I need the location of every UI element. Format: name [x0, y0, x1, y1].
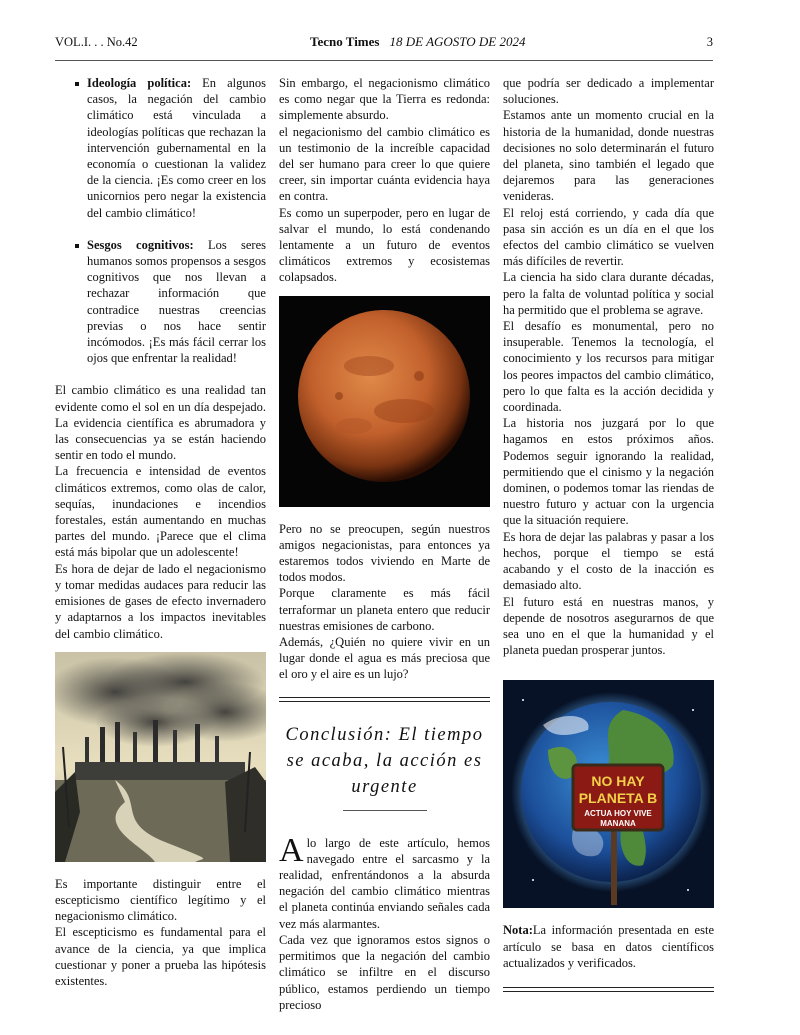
paragraph: La historia nos juzgará por lo que hagamos en estos próximos años. Podemos seguir ignorando la realidad, permitiendo que el cinismo y la negación dominen, o podemos tomar las riendas de nuestro futuro y actuar con la urgencia que la situación requiere. — [503, 416, 714, 528]
paragraph: Es hora de dejar las palabras y pasar a los hechos, porque el tiempo se está acabando y el costo de la inacción es demasiado alto. — [503, 529, 714, 593]
column-3 — [503, 75, 714, 992]
masthead — [310, 34, 526, 50]
factory-illustration — [55, 652, 266, 862]
paragraph: Pero no se preocupen, según nuestros amigos negacionistas, para entonces ya estaremos todos viviendo en Marte de todos modos. — [279, 521, 490, 585]
sign-line-3: ACTUA HOY VIVE — [584, 809, 652, 819]
footnote — [503, 922, 714, 971]
paragraph: el negacionismo del cambio climático es un testimonio de la increíble capacidad del ser humano para creer lo que quiere creer, sin importar cuánta evidencia haya en contra. — [279, 124, 490, 204]
paragraph: El reloj está corriendo, y cada día que pasa sin acción es un día en el que los efectos del cambio climático se vuelven más difíciles de revertir. — [503, 205, 714, 269]
closing-rule — [503, 987, 714, 992]
paragraph: La frecuencia e intensidad de eventos climáticos extremos, como olas de calor, sequías, inundaciones e incendios forestales, están aumentando en muchas partes del mundo. ¡Parece que el clima está más bipolar que un adolescente! — [55, 464, 266, 560]
page-header — [55, 33, 713, 53]
earth-planet-b-image — [503, 680, 714, 908]
paragraph-dropcap — [279, 831, 490, 932]
page-number: 3 — [706, 35, 713, 49]
drop-cap: A — [279, 831, 304, 869]
earth-sign-illustration — [503, 680, 714, 908]
header-rule — [55, 60, 713, 61]
paragraph: Porque claramente es más fácil terraformar un planeta entero que reducir nuestras emisiones de carbono. — [279, 586, 490, 633]
paragraph: Es hora de dejar de lado el negacionismo y tomar medidas audaces para reducir las emisiones de gases de efecto invernadero y adaptarnos a los impactos inevitables del cambio climático. — [55, 561, 266, 641]
paragraph: El escepticismo es fundamental para el avance de la ciencia, ya que implica cuestionar y poner a prueba las hipótesis existentes. — [55, 925, 266, 988]
bullet-term: Sesgos cognitivos: — [87, 237, 194, 252]
list-item — [87, 75, 266, 221]
paragraph: La ciencia ha sido clara durante décadas, pero la falta de voluntad política y social ha permitido que el problema se agrave. — [503, 270, 714, 317]
paragraph: Es importante distinguir entre el escepticismo científico legítimo y el negacionismo climático. — [55, 876, 266, 924]
sign-line-1: NO HAY — [591, 773, 645, 790]
causes-list — [55, 75, 266, 366]
factory-smokestacks-image — [55, 652, 266, 862]
paragraph: Sin embargo, el negacionismo climático es como negar que la Tierra es redonda: simplemente absurdo. — [279, 76, 490, 123]
column-2 — [279, 75, 490, 1013]
paragraph: El futuro está en nuestras manos, y depende de nosotros asegurarnos de que sea uno en el que la humanidad y el planeta puedan prosperar juntos. — [503, 594, 714, 658]
paragraph: Es como un superpoder, pero en lugar de salvar el mundo, lo está condenando lentamente a un futuro de eventos climáticos extremos y ecosistemas colapsados. — [279, 205, 490, 285]
paragraph-text: lo largo de este artículo, hemos navegado entre el sarcasmo y la realidad, enfrentándonos a la absurda negación del cambio climático mientras el planeta continúa enviando señales cada vez más alarmantes. — [279, 835, 490, 931]
conclusion-heading: Conclusión: El tiempo se acaba, la acción es urgente — [285, 724, 484, 797]
paragraph: que podría ser dedicado a implementar soluciones. — [503, 76, 714, 107]
publication-name: Tecno Times — [310, 34, 380, 49]
paragraph: Además, ¿Quién no quiere vivir en un lugar donde el agua es más preciosa que el oro y el aire es un lujo? — [279, 635, 490, 682]
paragraph: El desafío es monumental, pero no insuperable. Tenemos la tecnología, el conocimiento y los recursos para mitigar los peores impactos del cambio climático, pero lo que falta es la acción decidida y coordinada. — [503, 319, 714, 415]
sign-line-4: MANANA — [600, 819, 636, 829]
bullet-text: En algunos casos, la negación del cambio climático está vinculada a ideologías políticas que rechazan la intervención gubernamental en la economía o cuestionan la validez de la ciencia. ¡Es como creer en los unicornios pero negar la existencia del cambio climático! — [87, 76, 266, 220]
note-label: Nota: — [503, 923, 533, 938]
volume-number: VOL.I. . . No.42 — [55, 35, 138, 49]
heading-separator — [343, 810, 427, 811]
list-item — [87, 237, 266, 367]
paragraph: El cambio climático es una realidad tan evidente como el sol en un día despejado. La evidencia científica es abrumadora y las consecuencias ya se están haciendo sentir en todo el mundo. — [55, 383, 266, 463]
bullet-text: Los seres humanos somos propensos a sesgos cognitivos que nos llevan a rechazar información que contradice nuestras creencias previas o nos hace sentir incómodos. ¡Es más fácil cerrar los ojos que enfrentar la realidad! — [87, 237, 266, 366]
paragraph: Cada vez que ignoramos estos signos o permitimos que la negación del cambio climático se infiltre en el discurso público, estamos perdiendo un tiempo precioso — [279, 932, 490, 1012]
section-rule — [279, 697, 490, 702]
paragraph: Estamos ante un momento crucial en la historia de la humanidad, donde nuestras decisiones no solo determinarán el futuro del planeta, sino también el legado que dejaremos para las generaciones venideras. — [503, 108, 714, 204]
mars-illustration — [279, 296, 490, 507]
sign-line-2: PLANETA B — [578, 790, 658, 807]
column-1 — [55, 75, 266, 989]
note-text: La información presentada en este artículo se basa en datos científicos actualizados y verificados. — [503, 923, 714, 970]
issue-date: 18 DE AGOSTO DE 2024 — [389, 34, 526, 49]
mars-planet-image — [279, 296, 490, 507]
bullet-term: Ideología política: — [87, 76, 192, 90]
